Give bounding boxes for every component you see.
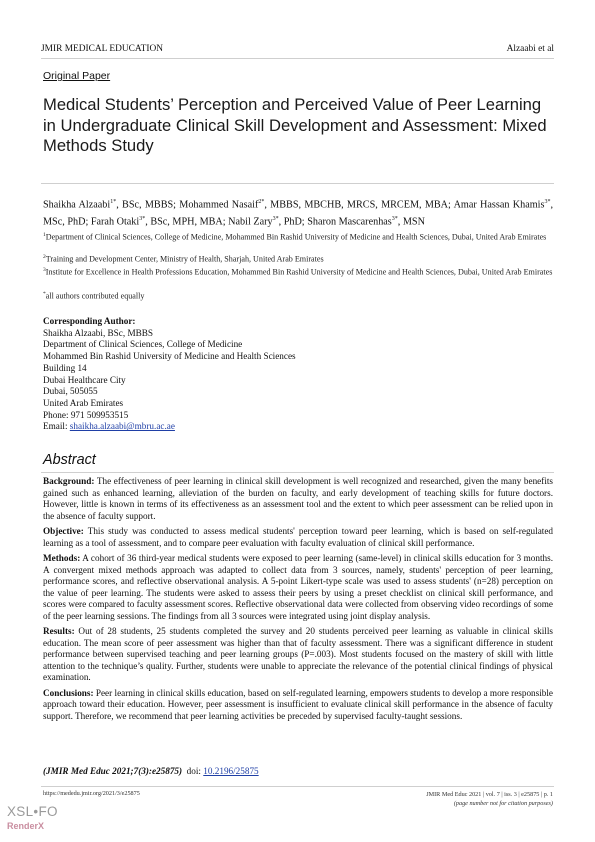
logo-line-2: RenderX [7, 821, 45, 831]
author-name: Mohammed Nasaif [179, 199, 259, 211]
renderx-logo [7, 804, 58, 831]
author-degrees: , MSN [397, 216, 425, 228]
author-sup: 3* [272, 216, 279, 223]
email-link[interactable]: shaikha.alzaabi@mbru.ac.ae [69, 421, 175, 432]
affiliation-text: Training and Development Center, Ministry of Health, Sharjah, United Arab Emirates [45, 254, 324, 264]
abstract-methods [43, 553, 553, 622]
title-divider [41, 183, 554, 184]
author-name: Shaikha Alzaabi [43, 199, 111, 211]
author-degrees: , MBBS, MBCHB, MRCS, MRCEM, MBA; [264, 199, 454, 211]
author-list [43, 195, 553, 230]
section-text: The effectiveness of peer learning in clinical skill development is well recognized and researched, given the many benefits gained such as enhanced learning, alleviation of the burden on faculty, and early development of teaching skills for future doctors. However, little is known in terms of its effectiveness as an assessment tool and the extent to which peer assessment can be relied upon in the absence of faculty support. [43, 476, 553, 521]
abstract-results [43, 626, 553, 684]
section-label: Background: [43, 476, 95, 486]
affiliation-text: Institute for Excellence in Health Professions Education, Mohammed Bin Rashid University of Medicine and Health Sciences, Dubai, United Arab Emirates [45, 267, 553, 277]
corresponding-line: Shaikha Alzaabi, BSc, MBBS [43, 327, 153, 338]
doi-label: doi: [186, 766, 204, 776]
corresponding-line: Department of Clinical Sciences, College of Medicine [43, 339, 243, 350]
abstract-body [43, 476, 553, 726]
author-short: Alzaabi et al [506, 44, 554, 54]
email-label: Email: [43, 421, 70, 432]
affiliation-note [43, 289, 553, 302]
abstract-divider [41, 472, 554, 473]
corresponding-line: Building 14 [43, 362, 87, 373]
affiliation-text: all authors contributed equally [45, 291, 145, 301]
article-type: Original Paper [43, 70, 111, 82]
author-sup: 2* [258, 199, 265, 205]
section-text: A cohort of 36 third-year medical students were exposed to peer learning (same-level) in clinical skills education for 3 months. A convergent mixed methods approach was adapted to collect data from 3 sources, namely, students' perception of peer learning, performance scores, and reflective observational analysis. A 5-point Likert-type scale was used to assess students' (n=28) perception on the value of peer learning. The students were asked to assess their peers by using a preset checklist on clinical skill performance, and scores were compared to faculty assessment scores. Reflective observational data were collected from observing video recordings of some of the peer learning sessions. The findings from all 3 sources were integrated using joint display analysis. [43, 553, 553, 621]
corresponding-author [43, 316, 543, 433]
abstract-conclusions [43, 688, 553, 723]
footer-divider [41, 786, 554, 787]
section-text: Out of 28 students, 25 students completed the survey and 20 students perceived peer learning as valuable in clinical skills education. The mean score of peer assessment was higher than that of faculty assessment. There was a significant difference in student performance between supervised teaching and peer learning groups (P=.003). Most students focused on the mastery of skill with little attention to the technique’s quality. Further, students were unable to appreciate the relevance of the potential clinical findings of physical examination. [43, 626, 553, 682]
author-degrees: , MSc, PhD; [43, 199, 553, 228]
section-label: Objective: [43, 526, 84, 536]
abstract-objective [43, 526, 553, 549]
section-label: Results: [43, 626, 75, 636]
corresponding-line: United Arab Emirates [43, 397, 124, 408]
header-divider [41, 58, 554, 59]
affiliation-2 [43, 252, 553, 265]
affiliation-text: Department of Clinical Sciences, College of Medicine, Mohammed Bin Rashid University of Medicine and Health Sciences, Dubai, United Arab Emirates [45, 232, 547, 242]
abstract-heading: Abstract [43, 452, 96, 468]
author-degrees: , BSc, MBBS; [116, 199, 180, 211]
author-degrees: , PhD; [278, 216, 308, 228]
corresponding-line: Dubai Healthcare City [43, 374, 126, 385]
author-sup: 1* [110, 199, 117, 205]
doi-link[interactable]: 10.2196/25875 [203, 766, 259, 776]
affiliation-1 [43, 230, 553, 243]
author-degrees: , BSc, MPH, MBA; [145, 216, 229, 228]
citation [43, 766, 259, 776]
page-title: Medical Students’ Perception and Perceived Value of Peer Learning in Undergraduate Clinical Skill Development and Assessment: Mixed Methods Study [43, 95, 547, 156]
author-name: Sharon Mascarenhas [307, 216, 392, 228]
affiliation-sup: 1 [43, 232, 46, 238]
author-sup: 3* [391, 216, 398, 223]
citation-ref: (JMIR Med Educ 2021;7(3):e25875) [43, 766, 183, 776]
corresponding-line: Phone: 971 509953515 [43, 409, 129, 420]
affiliation-3 [43, 265, 553, 278]
affiliation-sup: 3 [43, 267, 46, 273]
author-sup: 3* [544, 199, 551, 205]
section-label: Methods: [43, 553, 81, 563]
abstract-background [43, 476, 553, 522]
author-name: Amar Hassan Khamis [453, 199, 545, 211]
affiliation-sup: * [43, 291, 46, 297]
author-sup: 3* [139, 216, 146, 223]
footer-note: (page number not for citation purposes) [453, 800, 553, 807]
journal-name: JMIR MEDICAL EDUCATION [41, 44, 164, 54]
corresponding-line: Mohammed Bin Rashid University of Medicine and Health Sciences [43, 351, 296, 362]
section-text: Peer learning in clinical skills education, based on self-regulated learning, empowers students to develop a more responsible approach toward their education. However, peer assessment is insufficient to evaluate clinical skill performance in the absence of faculty support. Therefore, we recommend that peer learning activities be preceded by supervised faculty-taught sessions. [43, 687, 553, 721]
section-text: This study was conducted to assess medical students' perception toward peer learning, which is based on self-regulated learning as a tool of assessment, and to compare peer evaluation with faculty evaluation of clinical skill performance. [43, 526, 553, 548]
section-label: Conclusions: [43, 687, 94, 698]
author-name: Nabil Zary [228, 216, 273, 228]
footer-url: https://mededu.jmir.org/2021/3/e25875 [43, 790, 140, 797]
footer-issue-text: JMIR Med Educ 2021 | vol. 7 | iss. 3 | e25875 | p. 1 [426, 791, 553, 798]
footer-issue [426, 790, 553, 808]
corresponding-heading: Corresponding Author: [43, 316, 136, 326]
corresponding-line: Dubai, 505055 [43, 386, 98, 397]
affiliation-sup: 2 [43, 254, 46, 260]
logo-line-1: XSL•FO [7, 804, 58, 819]
author-name: Farah Otaki [90, 216, 140, 228]
